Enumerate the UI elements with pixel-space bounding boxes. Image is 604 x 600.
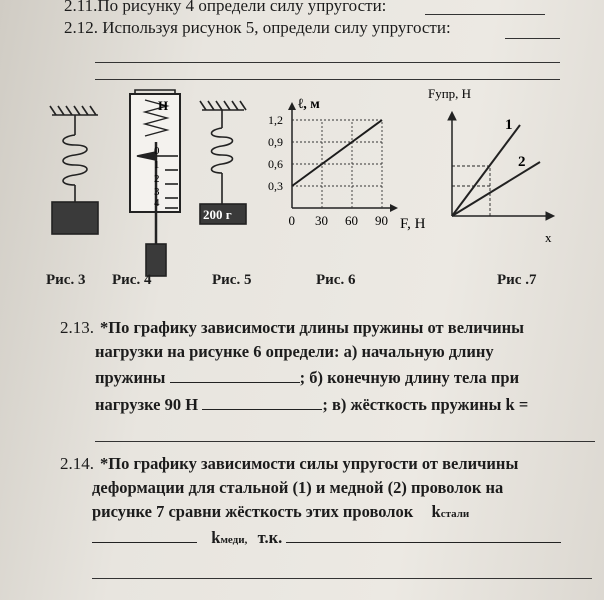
- fig7-line-steel: [452, 125, 520, 216]
- fig6-data-line: [292, 120, 382, 186]
- task-star: *: [100, 454, 109, 473]
- fig7-caption: Рис .7: [497, 272, 537, 288]
- figure-5-spring: [200, 101, 246, 224]
- fig7-x-axis-label: x: [545, 230, 552, 245]
- figures-row: [0, 80, 604, 350]
- fig5-mass-label: 200 г: [203, 207, 232, 222]
- answer-line[interactable]: [425, 14, 545, 15]
- task-2-12: [64, 18, 451, 38]
- answer-line[interactable]: [95, 62, 560, 63]
- task-2-14-line-4: [92, 528, 561, 548]
- task-2-14-line-2: деформации для стальной (1) и медной (2) проволок на: [92, 478, 504, 497]
- task-2-14-line-1: [60, 454, 518, 474]
- answer-blank[interactable]: [92, 528, 197, 543]
- fig4-scale-tick: 4: [154, 197, 160, 209]
- answer-line[interactable]: [95, 441, 595, 442]
- fig4-scale-tick: 2: [154, 173, 160, 185]
- task-2-13-line-2: нагрузки на рисунке 6 определи: а) начальную длину: [95, 342, 494, 361]
- task-number: 2.14.: [60, 454, 94, 473]
- k-steel-subscript: стали: [440, 508, 470, 520]
- fig7-line-1-label: 1: [505, 117, 513, 133]
- figure-6-graph: [268, 102, 398, 228]
- figure-7-graph: [448, 112, 554, 220]
- fig3-caption: Рис. 3: [46, 272, 86, 288]
- task-2-14-text: По графику зависимости силы упругости от величины: [108, 454, 519, 473]
- task-2-11-text: 2.11.По рисунку 4 определи силу упругости:: [64, 0, 387, 15]
- fig6-x-tick-label: 30: [315, 213, 328, 228]
- fig6-caption: Рис. 6: [316, 272, 356, 288]
- task-2-13-line-4: [95, 395, 528, 415]
- fig6-y-axis-label: ℓ, м: [298, 97, 320, 112]
- task-2-13-text: нагрузке 90 Н: [95, 395, 199, 414]
- k-steel-symbol: k: [431, 502, 441, 521]
- task-2-13-line-3: [95, 368, 519, 388]
- answer-blank[interactable]: [286, 528, 561, 543]
- fig6-x-tick-label: 60: [345, 213, 358, 228]
- task-2-13-text: ; в) жёсткость пружины k =: [322, 395, 529, 414]
- task-2-14-text: рисунке 7 сравни жёсткость этих проволок: [92, 502, 414, 521]
- task-2-13-text: По графику зависимости длины пружины от величины: [108, 318, 524, 337]
- task-2-11: [64, 0, 386, 16]
- fig6-x-tick-label: 90: [375, 213, 388, 228]
- fig6-x-tick-label: 0: [288, 213, 295, 228]
- task-2-14-text: т.к.: [257, 528, 283, 547]
- fig4-caption: Рис. 4: [112, 272, 152, 288]
- task-2-14-line-3: [92, 502, 469, 522]
- fig7-line-2-label: 2: [518, 154, 526, 170]
- fig4-scale-tick: 3: [154, 186, 160, 198]
- fig4-scale-tick: 0: [154, 145, 160, 157]
- answer-blank[interactable]: [202, 395, 322, 410]
- task-star: *: [100, 318, 109, 337]
- fig6-x-axis-label: F, Н: [400, 216, 426, 232]
- task-2-13-line-1: [60, 318, 524, 338]
- task-2-13-text: ; б) конечную длину тела при: [299, 368, 520, 387]
- k-copper-subscript: меди,: [220, 534, 248, 546]
- fig5-caption: Рис. 5: [212, 272, 252, 288]
- fig6-y-tick-label: 1,2: [268, 113, 283, 127]
- fig4-scale-tick: 1: [154, 159, 160, 171]
- task-number: 2.13.: [60, 318, 94, 337]
- figure-3-spring: [50, 106, 98, 234]
- fig4-unit-label: Н: [158, 98, 169, 113]
- task-2-13-text: пружины: [95, 368, 166, 387]
- answer-blank[interactable]: [170, 368, 300, 383]
- fig6-y-tick-label: 0,3: [268, 179, 283, 193]
- answer-line[interactable]: [505, 38, 560, 39]
- fig6-y-tick-label: 0,9: [268, 135, 283, 149]
- k-copper-symbol: k: [211, 528, 221, 547]
- fig7-y-axis-label: Fупр, Н: [428, 86, 472, 101]
- task-2-12-text: 2.12. Используя рисунок 5, определи силу упругости:: [64, 18, 451, 37]
- answer-line[interactable]: [92, 578, 592, 579]
- fig6-y-tick-label: 0,6: [268, 157, 283, 171]
- fig7-line-copper: [452, 162, 540, 216]
